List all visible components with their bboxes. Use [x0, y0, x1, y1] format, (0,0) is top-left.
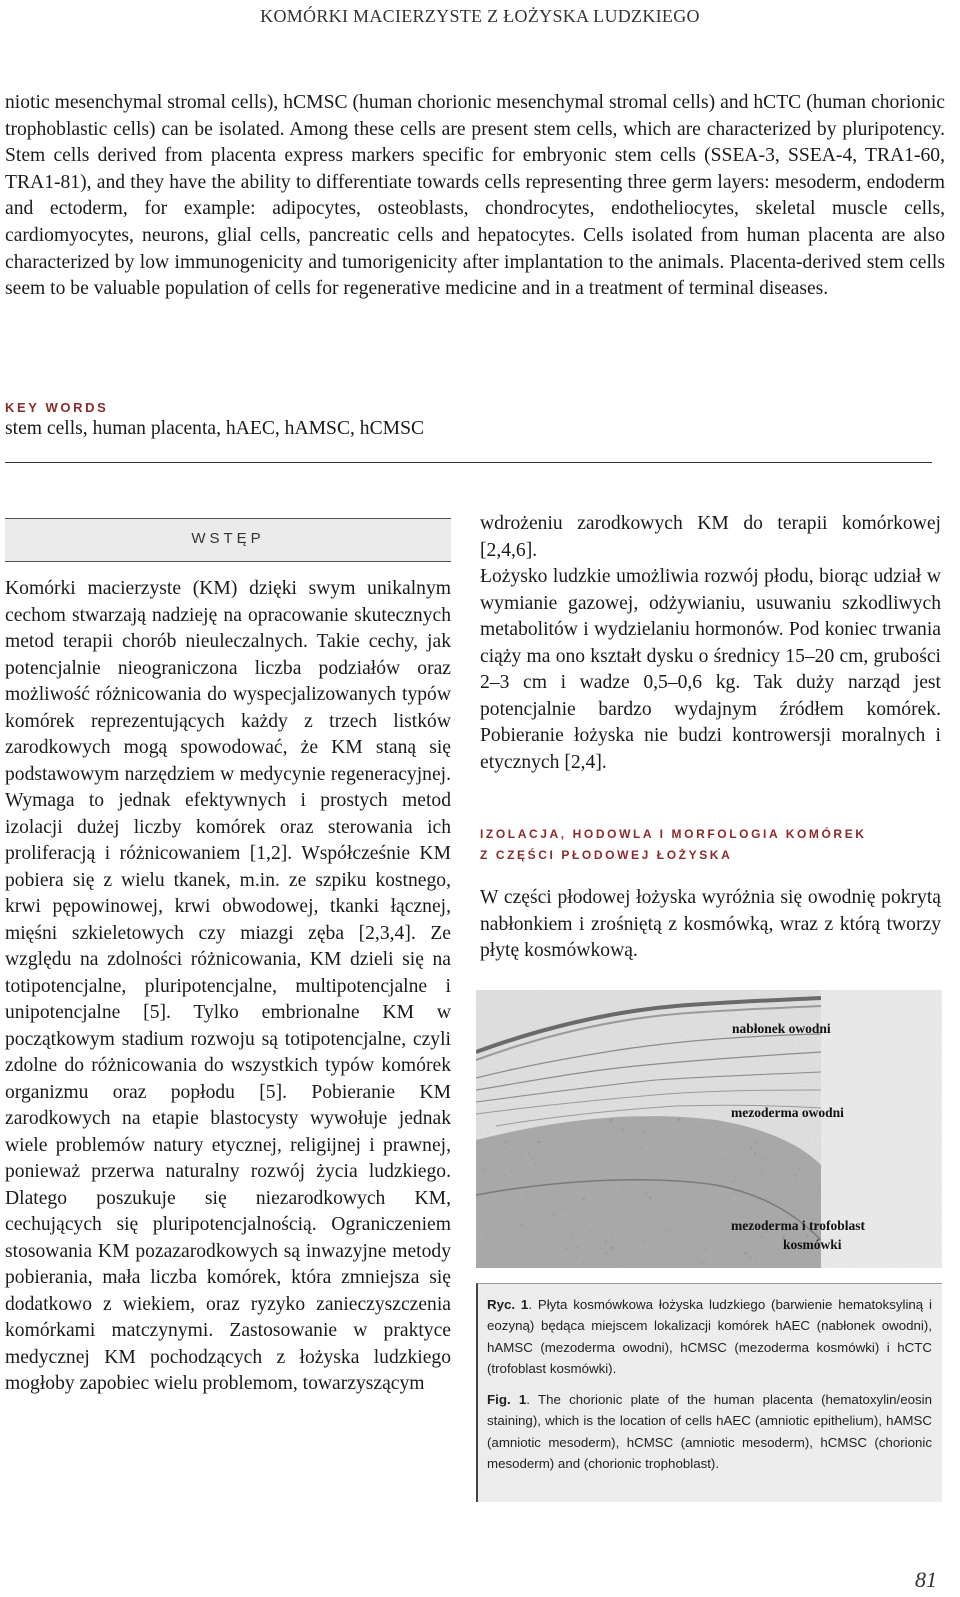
section-divider [5, 462, 932, 463]
keywords-heading: KEY WORDS [5, 400, 109, 415]
subsection-heading [480, 824, 941, 866]
subsection-heading-line-2: Z CZĘŚCI PŁODOWEJ ŁOŻYSKA [480, 848, 733, 862]
abstract-text: niotic mesenchymal stromal cells), hCMSC (human chorionic mesenchymal stromal cells) and hCTC (human chorionic trophoblastic cells) can be isolated. Among these cells are present stem cells, which are characterized by pluripotency. Stem cells derived from placenta express markers specific for embryonic stem cells (SSEA-3, SSEA-4, TRA1-60, TRA1-81), and they have the ability to differentiate towards cells representing three germ layers: mesoderm, endoderm and ectoderm, for example: adipocytes, osteoblasts, chondrocytes, endotheliocytes, skeletal muscle cells, cardiomyocytes, neurons, glial cells, pancreatic cells and hepatocytes. Cells isolated from human placenta are also characterized by low immunogenicity and tumorigenicity after implantation to the animals. Placenta-derived stem cells seem to be valuable population of cells for regenerative medicine and in a treatment of terminal diseases. [5, 92, 945, 300]
left-column-text: Komórki macierzyste (KM) dzięki swym unikalnym cechom stwarzają nadzieję na opracowanie skutecznych metod terapii chorób nieuleczalnych. Takie cechy, jak potencjalnie nieograniczona liczba podziałów oraz możliwość różnicowania do wyspecjalizowanych typów komórek reprezentujących każdy z trzech listków zarodkowych mogą spowodować, że KM staną się podstawowym narzędziem w medycynie regeneracyjnej. Wymaga to jednak efektywnych i prostych metod izolacji dużej liczby komórek oraz sterowania ich proliferacją i różnicowaniem [1,2]. Współcześnie KM pobiera się z wielu tkanek, m.in. ze szpiku kostnego, krwi pępowinowej, krwi obwodowej, tkanki łącznej, mięśni szkieletowych czy miazgi zęba [2,3,4]. Ze względu na zdolności różnicowania, KM dzieli się na totipotencjalne, pluripotencjalne, multipotencjalne i unipotencjalne [5]. Tylko embrionalne KM w początkowym stadium rozwoju są totipotencjalne, czyli zdolne do różnicowania do wszystkich typów komórek organizmu oraz popłodu [5]. Pobieranie KM zarodkowych na etapie blastocysty wywołuje jednak wiele problemów natury etycznej, religijnej i prawnej, ponieważ przerwa naturalny rozwój życia ludzkiego. Dlatego poszukuje się niezarodkowych KM, cechujących się pluripotencjalnością. Ograniczeniem stosowania KM pozazarodkowych są inwazyjne metody pobierania, mała liczba komórek, która zmniejsza się dodatkowo z wiekiem, oraz ryzyko zanieczyszczenia komórkami matczynymi. Zastosowanie w praktyce medycznej KM pochodzących z łożyska ludzkiego mogłoby zapobiec wielu problemom, towarzyszącym [5, 578, 451, 1394]
figure-label-chorionic-mesoderm-line-2: kosmówki [783, 1237, 842, 1252]
figure-label-chorionic-mesoderm-line-1: mezoderma i trofoblast [731, 1218, 865, 1233]
figure-label-amniotic-epithelium: nabłonek owodni [732, 1021, 831, 1036]
keywords-text: stem cells, human placenta, hAEC, hAMSC, hCMSC [5, 418, 425, 439]
caption-english [487, 1389, 932, 1474]
figure-label-amniotic-mesoderm: mezoderma owodni [731, 1105, 844, 1120]
figure-caption [476, 1283, 942, 1502]
subsection-heading-line-1: IZOLACJA, HODOWLA I MORFOLOGIA KOMÓREK [480, 827, 867, 841]
running-head: KOMÓRKI MACIERZYSTE Z ŁOŻYSKA LUDZKIEGO [260, 6, 700, 26]
right-column [480, 511, 941, 776]
histology-figure [476, 990, 942, 1268]
right-paragraph-2: Łożysko ludzkie umożliwia rozwój płodu, biorąc udział w wymianie gazowej, odżywianiu, usuwaniu szkodliwych metabolitów i wydzielaniu hormonów. Pod koniec trwania ciąży ma ono kształt dysku o średnicy 15–20 cm, grubości 2–3 cm i wadze 0,5–0,6 kg. Tak duży narząd jest potencjalnie bardzo wydajnym źródłem komórek. Pobieranie łożyska nie budzi kontrowersji moralnych i etycznych [2,4]. [480, 566, 941, 773]
caption-english-text: . The chorionic plate of the human placenta (hematoxylin/eosin staining), which is the location of cells hAEC (amniotic epithelium), hAMSC (amniotic mesoderm), hCMSC (amniotic mesoderm), hCMSC (chorionic mesoderm) and (chorionic trophoblast). [487, 1392, 932, 1472]
subsection-text: W części płodowej łożyska wyróżnia się owodnię pokrytą nabłonkiem i zrośniętą z kosmówką, wraz z którą tworzy płytę kosmówkową. [480, 887, 941, 961]
histology-micrograph [476, 990, 942, 1268]
right-paragraph-1: wdrożeniu zarodkowych KM do terapii komórkowej [2,4,6]. [480, 513, 941, 561]
section-heading: WSTĘP [5, 518, 451, 562]
page-number: 81 [915, 1567, 937, 1592]
caption-polish-prefix: Ryc. 1 [487, 1297, 529, 1312]
caption-polish-text: . Płyta kosmówkowa łożyska ludzkiego (barwienie hematoksyliną i eozyną) będąca miejscem lokalizacji komórek hAEC (nabłonek owodni), hAMSC (mezoderma owodni), hCMSC (mezoderma kosmówki) i hCTC (trofoblast kosmówki). [487, 1297, 932, 1376]
caption-english-prefix: Fig. 1 [487, 1392, 527, 1408]
caption-polish [487, 1294, 932, 1379]
